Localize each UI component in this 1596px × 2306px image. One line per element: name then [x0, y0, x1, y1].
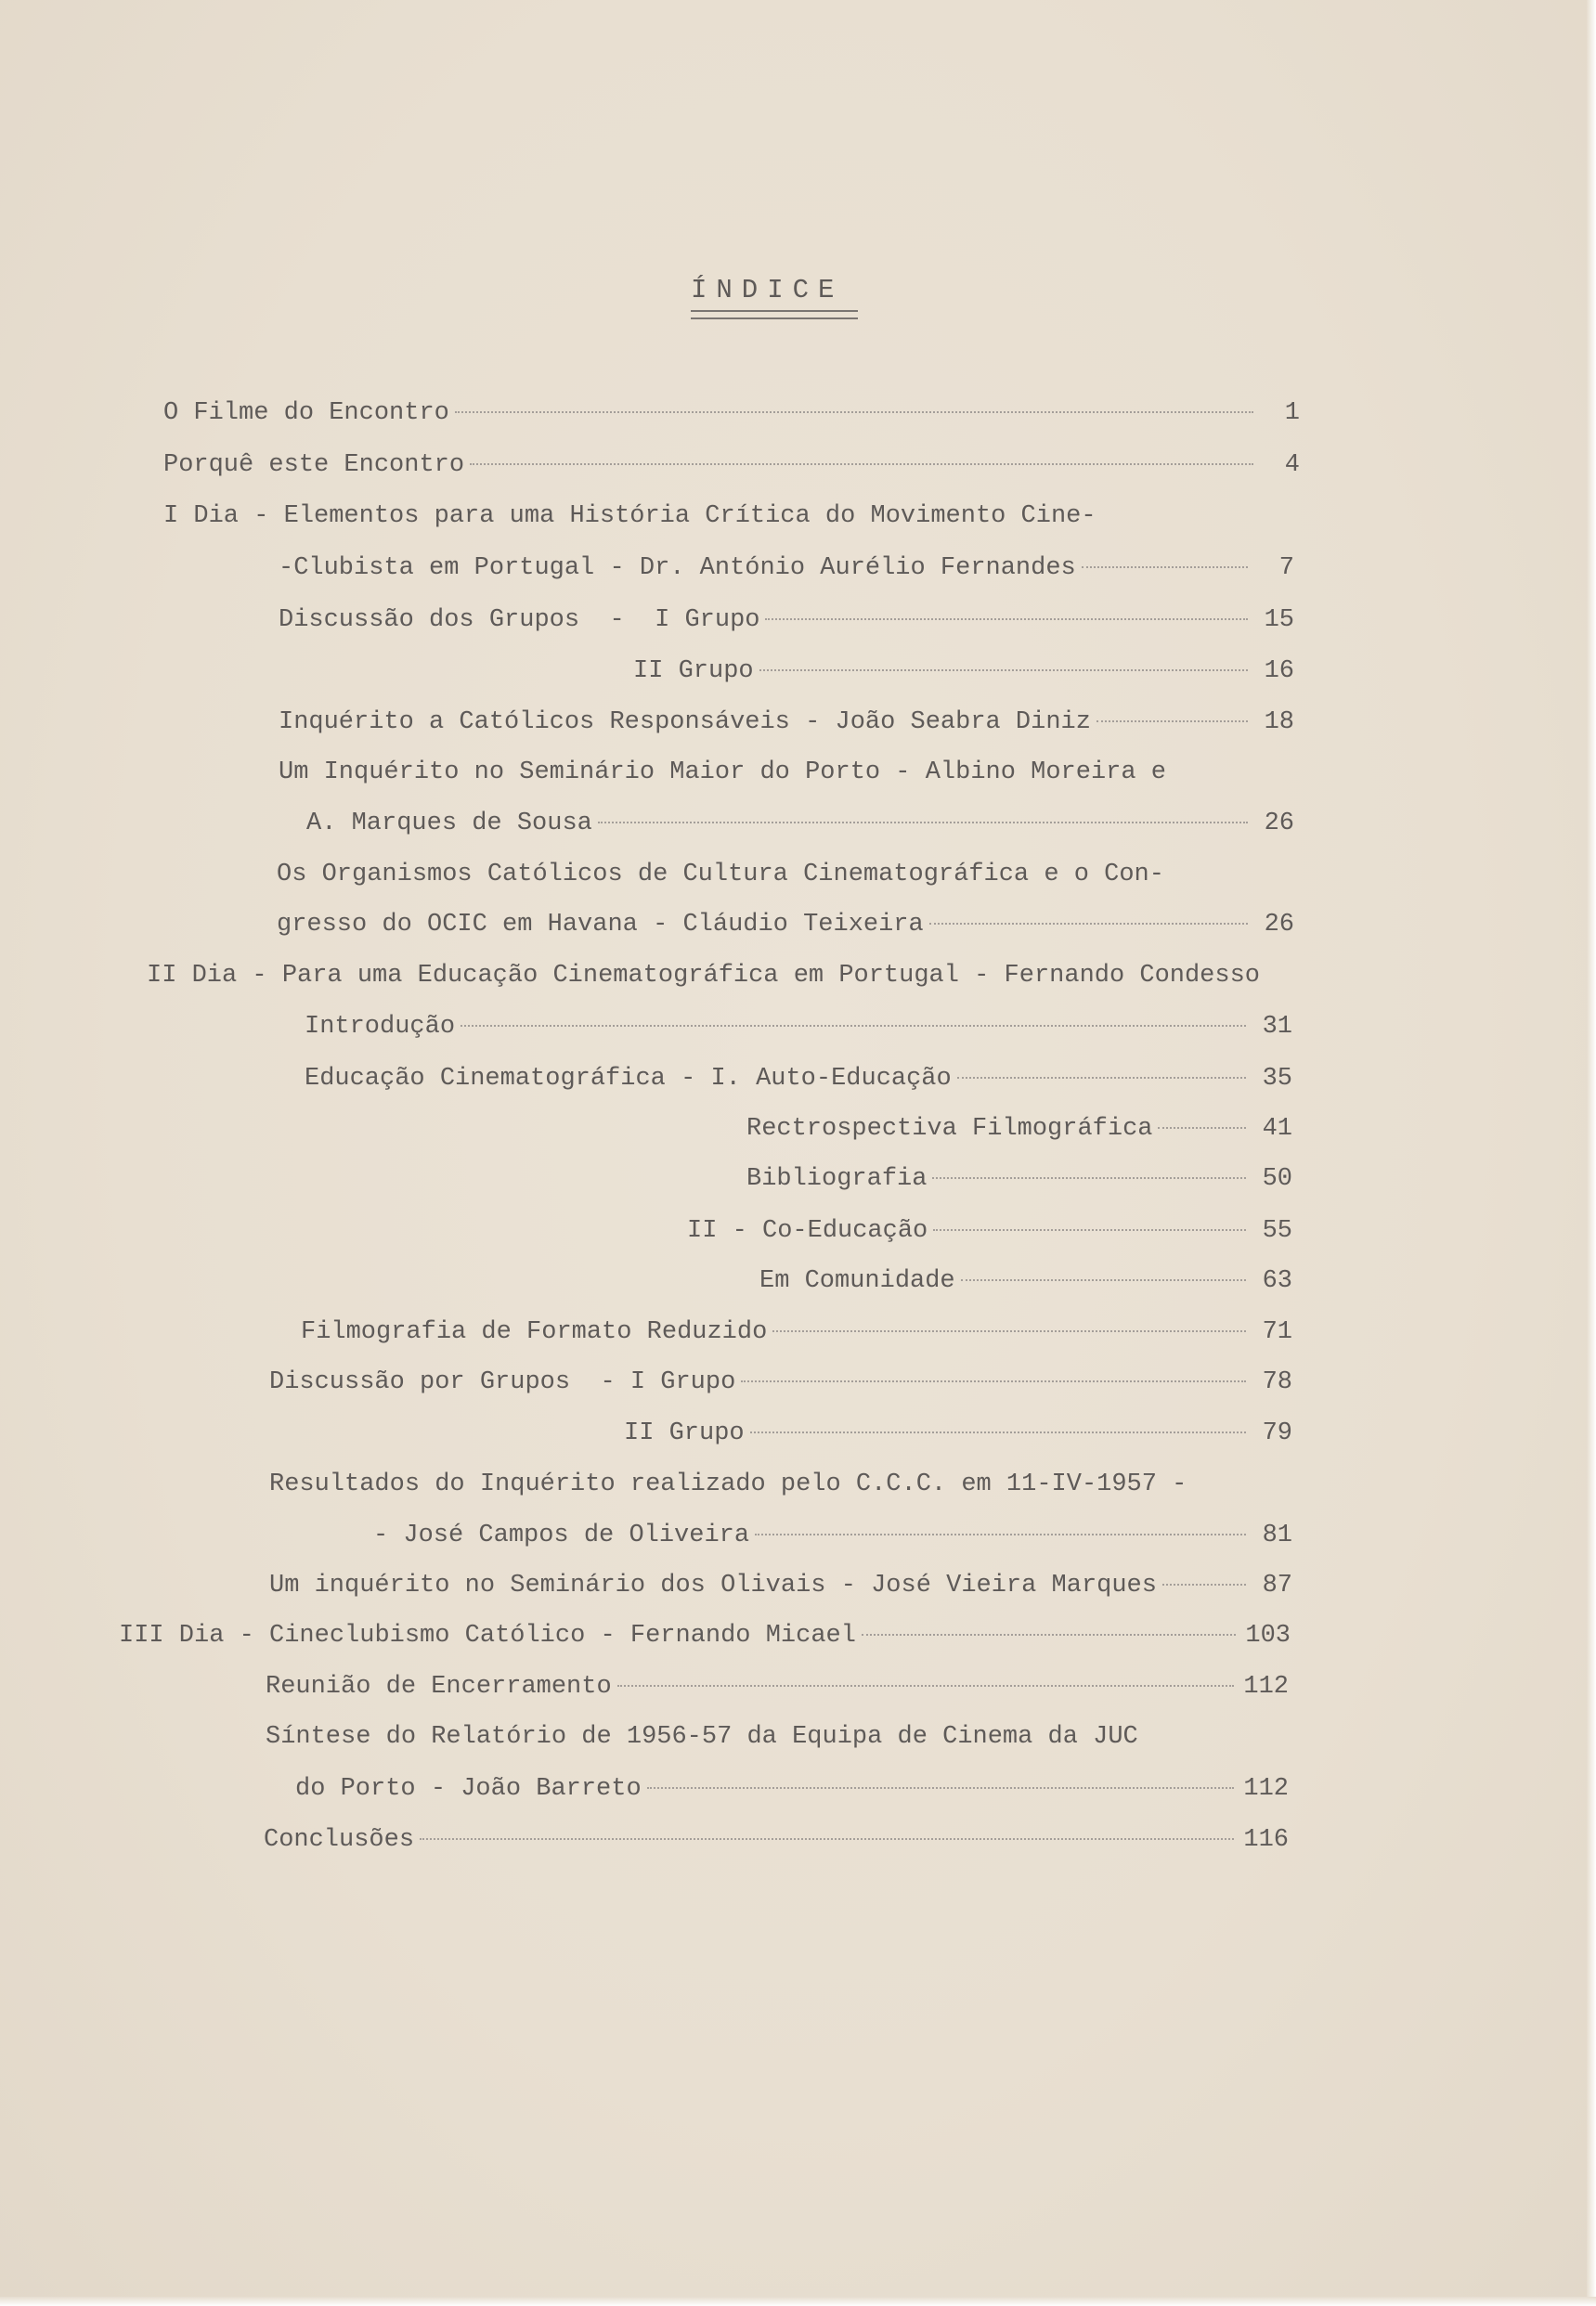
toc-page-number: 16	[1264, 657, 1294, 685]
toc-page-number: 55	[1262, 1217, 1292, 1245]
toc-page-number: 116	[1243, 1826, 1289, 1854]
toc-page-number: 103	[1245, 1622, 1291, 1650]
toc-page-number: 26	[1264, 911, 1294, 939]
toc-entry-text: Discussão por Grupos - I Grupo	[269, 1368, 736, 1396]
leader-dots	[1158, 1127, 1246, 1129]
toc-entry	[279, 550, 1294, 587]
page-edge-bottom	[0, 2297, 1596, 2306]
leader-dots	[420, 1838, 1234, 1840]
leader-dots	[957, 1077, 1246, 1079]
leader-dots	[772, 1330, 1246, 1332]
toc-page-number: 7	[1278, 554, 1294, 582]
toc-page-number: 112	[1243, 1673, 1289, 1701]
toc-entry-heading: Síntese do Relatório de 1956-57 da Equipa de Cinema da JUC	[266, 1723, 1138, 1751]
toc-entry-heading: Um Inquérito no Seminário Maior do Porto - Albino Moreira e	[279, 758, 1166, 786]
toc-entry-text: do Porto - João Barreto	[295, 1775, 642, 1803]
leader-dots	[765, 618, 1248, 620]
toc-page-number: 79	[1262, 1419, 1292, 1447]
toc-entry	[373, 1517, 1292, 1554]
page-edge-right	[1587, 0, 1596, 2306]
toc-entry	[746, 1110, 1292, 1147]
leader-dots	[647, 1787, 1235, 1789]
leader-dots	[741, 1380, 1246, 1382]
toc-entry-text: Filmografia de Formato Reduzido	[301, 1318, 768, 1346]
toc-page-number: 81	[1262, 1522, 1292, 1549]
toc-entry	[687, 1212, 1292, 1250]
leader-dots	[750, 1432, 1246, 1433]
leader-dots	[470, 463, 1253, 465]
toc-entry	[305, 1008, 1292, 1045]
toc-entry	[279, 704, 1294, 741]
leader-dots	[862, 1634, 1236, 1636]
toc-page-number: 4	[1284, 451, 1300, 479]
leader-dots	[961, 1279, 1246, 1281]
leader-dots	[455, 411, 1253, 413]
toc-entry-text: Rectrospectiva Filmográfica	[746, 1115, 1153, 1143]
toc-entry	[266, 1668, 1289, 1705]
leader-dots	[932, 1177, 1246, 1179]
toc-entry-text: Discussão dos Grupos - I Grupo	[279, 606, 760, 634]
toc-entry-text: gresso do OCIC em Havana - Cláudio Teixeira	[277, 911, 924, 939]
leader-dots	[755, 1534, 1246, 1535]
toc-entry-text: A. Marques de Sousa	[306, 810, 592, 837]
toc-entry-text: Introdução	[305, 1013, 456, 1041]
toc-page-number: 63	[1262, 1267, 1292, 1295]
toc-page-number: 71	[1262, 1318, 1292, 1346]
toc-entry-text: -Clubista em Portugal - Dr. António Aurélio Fernandes	[279, 554, 1076, 582]
toc-entry-text: Reunião de Encerramento	[266, 1673, 612, 1701]
toc-entry-text: Bibliografia	[746, 1165, 928, 1193]
toc-entry-heading: Resultados do Inquérito realizado pelo C.C.C. em 11-IV-1957 -	[269, 1470, 1187, 1498]
leader-dots	[1096, 720, 1248, 722]
toc-page-number: 31	[1262, 1013, 1292, 1041]
toc-page-number: 26	[1264, 810, 1294, 837]
toc-entry	[305, 1060, 1292, 1097]
toc-page-number: 112	[1243, 1775, 1289, 1803]
toc-entry	[119, 1617, 1291, 1654]
toc-entry	[264, 1821, 1289, 1859]
toc-entry-text: Em Comunidade	[759, 1267, 955, 1295]
toc-page-number: 50	[1262, 1165, 1292, 1193]
toc-page-number: 35	[1262, 1065, 1292, 1093]
toc-entry	[306, 805, 1294, 842]
leader-dots	[617, 1685, 1235, 1687]
toc-entry	[624, 1415, 1292, 1452]
toc-entry	[163, 447, 1300, 484]
leader-dots	[1082, 566, 1248, 568]
toc-entry-text: II Grupo	[633, 657, 754, 685]
leader-dots	[759, 669, 1248, 671]
leader-dots	[1162, 1584, 1246, 1586]
toc-entry-text: II Grupo	[624, 1419, 745, 1447]
toc-entry	[759, 1263, 1292, 1300]
toc-entry	[269, 1567, 1292, 1604]
toc-entry-heading: Os Organismos Católicos de Cultura Cinematográfica e o Con-	[277, 861, 1164, 888]
toc-entry	[295, 1770, 1289, 1807]
toc-entry	[279, 602, 1294, 639]
page-title: ÍNDICE	[691, 275, 844, 305]
leader-dots	[461, 1025, 1246, 1027]
toc-entry	[269, 1364, 1292, 1401]
toc-entry-text: O Filme do Encontro	[163, 399, 449, 427]
toc-entry-heading: II Dia - Para uma Educação Cinematográfica em Portugal - Fernando Condesso	[147, 962, 1260, 990]
title-double-underline	[691, 310, 858, 319]
leader-dots	[933, 1229, 1246, 1231]
toc-entry-text: Um inquérito no Seminário dos Olivais - José Vieira Marques	[269, 1572, 1157, 1600]
toc-entry-text: Inquérito a Católicos Responsáveis - João Seabra Diniz	[279, 708, 1091, 736]
toc-entry-text: III Dia - Cineclubismo Católico - Fernando Micael	[119, 1622, 856, 1650]
leader-dots	[929, 923, 1248, 925]
leader-dots	[598, 822, 1248, 823]
toc-entry	[633, 653, 1294, 690]
toc-entry-text: - José Campos de Oliveira	[373, 1522, 750, 1549]
toc-entry-text: Porquê este Encontro	[163, 451, 465, 479]
toc-page-number: 41	[1262, 1115, 1292, 1143]
toc-page-number: 78	[1262, 1368, 1292, 1396]
toc-entry-text: II - Co-Educação	[687, 1217, 928, 1245]
toc-entry	[277, 906, 1294, 943]
toc-page-number: 18	[1264, 708, 1294, 736]
toc-page-number: 15	[1264, 606, 1294, 634]
toc-entry-text: Educação Cinematográfica - I. Auto-Educação	[305, 1065, 952, 1093]
toc-page-number: 87	[1262, 1572, 1292, 1600]
toc-entry-heading: I Dia - Elementos para uma História Crítica do Movimento Cine-	[163, 502, 1096, 530]
toc-entry	[746, 1160, 1292, 1198]
toc-entry-text: Conclusões	[264, 1826, 415, 1854]
toc-entry	[163, 395, 1300, 432]
toc-page-number: 1	[1284, 399, 1300, 427]
toc-entry	[301, 1314, 1292, 1351]
